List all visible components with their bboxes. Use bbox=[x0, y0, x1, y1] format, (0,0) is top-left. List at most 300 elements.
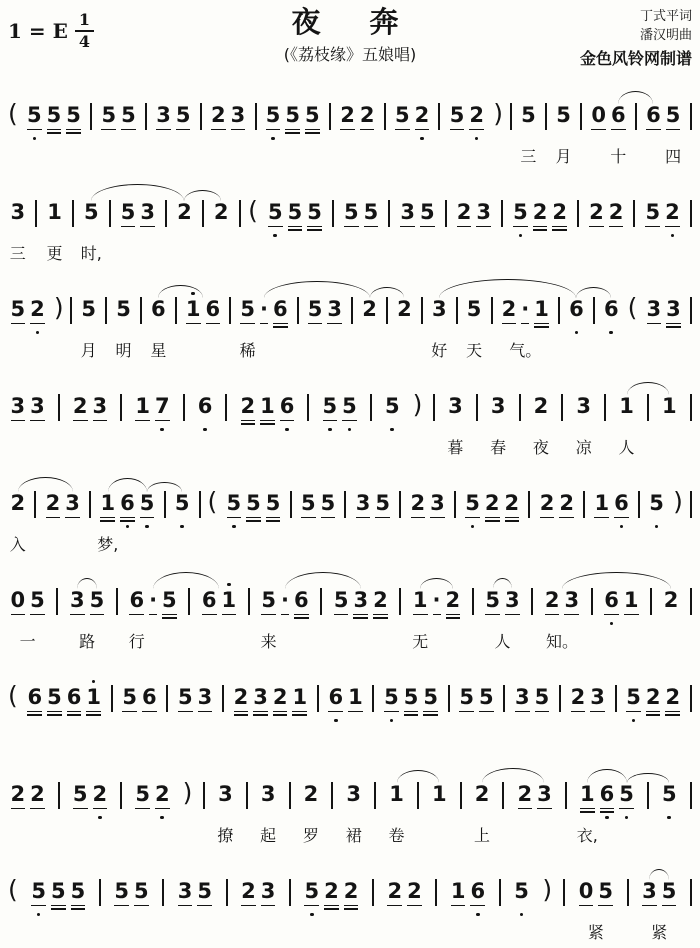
high-octave-dot-area bbox=[122, 678, 137, 685]
barline bbox=[289, 879, 291, 906]
low-octave-dot-area bbox=[360, 135, 375, 142]
high-octave-dot-area bbox=[513, 193, 528, 200]
lyric: 稀 bbox=[239, 341, 256, 360]
low-octave-dot-area bbox=[288, 232, 303, 239]
underlines bbox=[30, 612, 45, 620]
note-digit: 5 bbox=[197, 879, 212, 903]
high-octave-dot-area bbox=[11, 581, 26, 588]
low-octave-dot-area bbox=[86, 717, 101, 724]
high-octave-dot-area bbox=[266, 96, 281, 103]
note-digit: 5 bbox=[320, 491, 336, 515]
note bbox=[382, 387, 402, 433]
note bbox=[301, 775, 321, 821]
eighth-underline bbox=[476, 226, 491, 228]
octave-dot bbox=[520, 913, 524, 917]
underlines bbox=[266, 127, 281, 135]
note bbox=[265, 193, 285, 239]
high-octave-dot-area bbox=[47, 96, 62, 103]
lyric: 罗 bbox=[302, 826, 319, 845]
high-octave-dot-area bbox=[533, 193, 548, 200]
low-octave-dot-area bbox=[611, 135, 626, 142]
eighth-underline bbox=[27, 129, 42, 131]
barline bbox=[370, 394, 372, 421]
lyric: 行 bbox=[128, 632, 145, 651]
lyrics-row bbox=[8, 240, 692, 261]
barline bbox=[72, 200, 74, 227]
high-octave-dot-area bbox=[665, 678, 680, 685]
low-octave-dot-area bbox=[327, 329, 342, 336]
underlines bbox=[222, 612, 237, 620]
note-digit: 5 bbox=[265, 491, 281, 515]
note-digit: 5 bbox=[645, 200, 661, 224]
underlines bbox=[151, 321, 166, 329]
note bbox=[596, 872, 616, 918]
underlines bbox=[177, 224, 192, 232]
high-octave-dot-area bbox=[292, 678, 307, 685]
note-digit: 6 bbox=[599, 782, 615, 806]
eighth-underline bbox=[430, 517, 445, 519]
note-digit: 5 bbox=[50, 879, 66, 903]
low-octave-dot-area bbox=[273, 329, 288, 336]
underlines bbox=[619, 806, 634, 814]
note-digit: 1 bbox=[534, 297, 549, 321]
underlines bbox=[31, 903, 46, 911]
note-group bbox=[531, 387, 551, 433]
barline bbox=[58, 394, 60, 421]
underlines bbox=[360, 127, 375, 135]
low-octave-dot-area bbox=[662, 426, 677, 433]
lyric: 梦, bbox=[97, 535, 119, 554]
underlines bbox=[598, 903, 613, 911]
underlines bbox=[156, 127, 171, 135]
note-digit: 2 bbox=[10, 782, 26, 806]
eighth-underline bbox=[241, 905, 256, 907]
score-line bbox=[8, 175, 692, 261]
slur-arc bbox=[184, 190, 221, 201]
note bbox=[219, 581, 239, 627]
high-octave-dot-area bbox=[415, 96, 430, 103]
high-octave-dot-area bbox=[323, 387, 338, 394]
eighth-underline bbox=[260, 323, 268, 325]
low-octave-dot-area bbox=[515, 717, 530, 724]
note bbox=[457, 678, 477, 724]
note-digit: 5 bbox=[84, 200, 99, 224]
eighth-underline bbox=[580, 808, 595, 810]
eighth-underline bbox=[27, 711, 42, 713]
high-octave-dot-area bbox=[470, 872, 485, 879]
eighth-underline bbox=[552, 226, 567, 228]
low-octave-dot-area bbox=[642, 911, 657, 918]
low-octave-dot-area bbox=[534, 426, 549, 433]
barline bbox=[175, 297, 177, 324]
high-octave-dot-area bbox=[222, 581, 237, 588]
high-octave-dot-area bbox=[514, 872, 529, 879]
barline bbox=[372, 879, 374, 906]
eighth-underline bbox=[459, 711, 474, 713]
note-digit: 6 bbox=[272, 297, 288, 321]
barline bbox=[226, 879, 228, 906]
note bbox=[421, 678, 441, 724]
lyric: 好 bbox=[431, 341, 448, 360]
barline bbox=[372, 685, 374, 712]
barline bbox=[454, 491, 456, 518]
high-octave-dot-area bbox=[485, 484, 500, 491]
underlines bbox=[344, 903, 359, 911]
note-digit: 5 bbox=[466, 297, 482, 321]
low-octave-dot-area bbox=[134, 911, 149, 918]
eighth-underline bbox=[253, 711, 268, 713]
note-digit: 2 bbox=[233, 685, 249, 709]
note bbox=[405, 872, 425, 918]
low-octave-dot-area bbox=[389, 814, 404, 821]
eighth-underline bbox=[611, 129, 626, 131]
note bbox=[139, 678, 159, 724]
notes-row bbox=[8, 387, 692, 433]
underlines bbox=[27, 709, 42, 717]
eighth-underline bbox=[301, 517, 316, 519]
note-digit: 5 bbox=[174, 491, 190, 515]
note-digit: 6 bbox=[205, 297, 221, 321]
note-digit: 2 bbox=[407, 879, 422, 903]
sixteenth-underline bbox=[505, 520, 520, 522]
note-digit: 5 bbox=[300, 491, 316, 515]
note-digit: 3 bbox=[230, 103, 246, 127]
note bbox=[537, 484, 557, 530]
sixteenth-underline bbox=[246, 520, 261, 522]
note-group bbox=[512, 678, 551, 724]
underlines bbox=[485, 515, 500, 523]
eighth-underline bbox=[308, 323, 323, 325]
barline bbox=[650, 588, 652, 615]
lyric: 无 bbox=[412, 632, 429, 651]
eighth-underline bbox=[206, 323, 221, 325]
note-digit: 3 bbox=[490, 394, 506, 418]
note-group bbox=[568, 678, 607, 724]
note-digit: 2 bbox=[154, 782, 170, 806]
eighth-underline bbox=[665, 226, 680, 228]
eighth-underline bbox=[457, 226, 472, 228]
note-digit: 3 bbox=[514, 685, 530, 709]
barline bbox=[460, 782, 462, 809]
note-digit: 2 bbox=[359, 103, 375, 127]
note bbox=[238, 387, 258, 433]
sixteenth-underline bbox=[324, 908, 339, 910]
lyrics-row bbox=[8, 337, 692, 358]
slur-arc bbox=[397, 770, 440, 783]
note bbox=[664, 290, 684, 336]
high-octave-dot-area bbox=[411, 484, 426, 491]
note-group bbox=[265, 193, 324, 239]
sixteenth-underline bbox=[665, 714, 680, 716]
notes-row bbox=[8, 775, 692, 821]
high-octave-dot-area bbox=[11, 775, 26, 782]
low-octave-dot-area bbox=[227, 523, 242, 530]
underlines bbox=[571, 709, 586, 717]
underlines bbox=[67, 709, 82, 717]
low-octave-dot-area bbox=[328, 717, 343, 724]
note bbox=[428, 484, 448, 530]
low-octave-dot-area bbox=[580, 814, 595, 821]
low-octave-dot-area bbox=[467, 329, 482, 336]
high-octave-dot-area bbox=[30, 775, 45, 782]
underlines bbox=[353, 612, 368, 620]
low-octave-dot-area bbox=[156, 135, 171, 142]
eighth-underline bbox=[134, 905, 149, 907]
note-digit: 5 bbox=[307, 297, 323, 321]
high-octave-dot-area bbox=[344, 193, 359, 200]
note bbox=[64, 678, 84, 724]
underlines bbox=[645, 224, 660, 232]
low-octave-dot-area bbox=[218, 814, 233, 821]
note-digit: 5 bbox=[307, 200, 322, 224]
note-digit: 2 bbox=[559, 491, 574, 515]
note bbox=[127, 581, 147, 627]
barline bbox=[203, 782, 205, 809]
note-digit: 3 bbox=[327, 297, 343, 321]
note bbox=[64, 96, 84, 142]
eighth-underline bbox=[534, 323, 549, 325]
note bbox=[238, 290, 258, 336]
lyric: 三 bbox=[520, 147, 537, 166]
low-octave-dot-area bbox=[591, 135, 606, 142]
high-octave-dot-area bbox=[241, 387, 256, 394]
lyrics-row bbox=[8, 531, 692, 552]
note-digit: 3 bbox=[642, 879, 657, 903]
note-digit: 3 bbox=[666, 297, 681, 321]
low-octave-dot-area bbox=[304, 911, 319, 918]
underlines bbox=[307, 224, 322, 232]
underlines bbox=[479, 709, 494, 717]
barline bbox=[690, 103, 692, 130]
note-digit: 5 bbox=[175, 103, 191, 127]
note bbox=[70, 775, 90, 821]
high-octave-dot-area bbox=[27, 96, 42, 103]
note-group bbox=[239, 872, 278, 918]
sixteenth-underline bbox=[307, 229, 322, 231]
note-digit: 5 bbox=[285, 103, 301, 127]
note-group bbox=[231, 678, 310, 724]
octave-dot bbox=[285, 428, 289, 432]
barline bbox=[89, 491, 91, 518]
octave-dot bbox=[390, 428, 394, 432]
low-octave-dot-area bbox=[214, 232, 229, 239]
note-group bbox=[382, 678, 441, 724]
note-group bbox=[446, 387, 466, 433]
underlines bbox=[327, 321, 342, 329]
note-digit: 6 bbox=[328, 685, 344, 709]
eighth-underline bbox=[609, 226, 624, 228]
score-line bbox=[8, 369, 692, 455]
notes-row bbox=[8, 581, 692, 627]
barline bbox=[510, 103, 512, 130]
high-octave-dot-area bbox=[134, 872, 149, 879]
note bbox=[643, 678, 663, 724]
barline bbox=[491, 297, 493, 324]
slur-arc bbox=[618, 91, 653, 104]
lyric: 来 bbox=[260, 632, 277, 651]
underlines bbox=[432, 806, 447, 814]
note bbox=[48, 872, 68, 918]
meter-numerator: 1 bbox=[75, 12, 94, 32]
low-octave-dot-area bbox=[241, 426, 256, 433]
barline bbox=[456, 297, 458, 324]
note bbox=[326, 678, 346, 724]
note-digit: 2 bbox=[45, 491, 61, 515]
eighth-underline bbox=[594, 517, 609, 519]
low-octave-dot-area bbox=[521, 329, 529, 336]
lyric: 知。 bbox=[545, 632, 578, 651]
high-octave-dot-area bbox=[342, 387, 357, 394]
barline bbox=[332, 200, 334, 227]
high-octave-dot-area bbox=[450, 96, 465, 103]
notes-row bbox=[8, 290, 692, 336]
low-octave-dot-area bbox=[261, 620, 276, 627]
note-digit: 1 bbox=[661, 394, 677, 418]
note bbox=[90, 775, 110, 821]
high-octave-dot-area bbox=[324, 872, 339, 879]
slur-arc bbox=[153, 572, 219, 589]
low-octave-dot-area bbox=[609, 232, 624, 239]
note-digit: 5 bbox=[81, 297, 96, 321]
note-digit: 5 bbox=[521, 103, 536, 127]
eighth-underline bbox=[67, 711, 82, 713]
barline bbox=[35, 200, 37, 227]
underlines bbox=[140, 515, 155, 523]
lyric: 三 bbox=[9, 244, 26, 263]
barline bbox=[248, 588, 250, 615]
high-octave-dot-area bbox=[579, 872, 594, 879]
note-group bbox=[643, 193, 682, 239]
note-digit: 6 bbox=[614, 491, 629, 515]
high-octave-dot-area bbox=[218, 775, 233, 782]
eighth-underline bbox=[155, 420, 170, 422]
note bbox=[290, 678, 310, 724]
note-digit: 2 bbox=[241, 879, 256, 903]
note bbox=[467, 96, 487, 142]
note-digit: 5 bbox=[305, 103, 320, 127]
note bbox=[417, 193, 437, 239]
barline bbox=[591, 588, 593, 615]
underlines bbox=[140, 224, 155, 232]
barline bbox=[421, 297, 423, 324]
eighth-underline bbox=[241, 420, 256, 422]
low-octave-dot-area bbox=[420, 232, 435, 239]
barline bbox=[577, 200, 579, 227]
eighth-underline bbox=[446, 614, 461, 616]
eighth-underline bbox=[600, 808, 615, 810]
low-octave-dot-area bbox=[534, 329, 549, 336]
low-octave-dot-area bbox=[100, 523, 115, 530]
eighth-underline bbox=[614, 517, 629, 519]
note bbox=[195, 872, 215, 918]
sixteenth-underline bbox=[47, 714, 62, 716]
eighth-underline bbox=[479, 711, 494, 713]
barline bbox=[165, 200, 167, 227]
underlines bbox=[451, 903, 466, 911]
eighth-underline bbox=[280, 420, 295, 422]
note bbox=[371, 581, 391, 627]
low-octave-dot-area bbox=[292, 717, 307, 724]
barline bbox=[289, 782, 291, 809]
high-octave-dot-area bbox=[348, 678, 363, 685]
close-paren: ) bbox=[182, 778, 193, 807]
eighth-underline bbox=[176, 129, 191, 131]
low-octave-dot-area bbox=[645, 232, 660, 239]
underlines bbox=[334, 612, 349, 620]
lyric: 撩 bbox=[217, 826, 234, 845]
underlines bbox=[344, 224, 359, 232]
low-octave-dot-area bbox=[373, 620, 388, 627]
low-octave-dot-area bbox=[397, 329, 412, 336]
barline bbox=[647, 782, 649, 809]
note bbox=[68, 872, 88, 918]
eighth-underline bbox=[186, 323, 201, 325]
note bbox=[338, 96, 358, 142]
note-digit: 5 bbox=[403, 685, 419, 709]
note-digit: 3 bbox=[140, 200, 155, 224]
barline bbox=[690, 491, 692, 518]
underlines bbox=[364, 224, 379, 232]
underlines bbox=[266, 515, 281, 523]
note bbox=[25, 678, 45, 724]
note-digit: 1 bbox=[619, 394, 634, 418]
eighth-underline bbox=[505, 614, 520, 616]
header bbox=[8, 6, 692, 78]
note-group bbox=[344, 775, 364, 821]
eighth-underline bbox=[559, 517, 574, 519]
eighth-underline bbox=[356, 517, 371, 519]
high-octave-dot-area bbox=[609, 193, 624, 200]
underlines bbox=[459, 709, 474, 717]
barline bbox=[593, 297, 595, 324]
note-group bbox=[195, 387, 215, 433]
underlines bbox=[73, 418, 88, 426]
note-digit: 3 bbox=[353, 588, 369, 612]
underlines bbox=[649, 515, 664, 523]
high-octave-dot-area bbox=[304, 775, 319, 782]
note-group bbox=[8, 290, 47, 336]
note-group bbox=[454, 193, 493, 239]
low-octave-dot-area bbox=[571, 717, 586, 724]
high-octave-dot-area bbox=[552, 193, 567, 200]
underlines bbox=[465, 515, 480, 523]
underlines bbox=[545, 612, 560, 620]
eighth-underline bbox=[197, 905, 212, 907]
high-octave-dot-area bbox=[273, 678, 288, 685]
low-octave-dot-area bbox=[266, 523, 281, 530]
barline bbox=[229, 297, 231, 324]
underlines bbox=[273, 321, 288, 329]
low-octave-dot-area bbox=[211, 135, 226, 142]
low-octave-dot-area bbox=[513, 232, 528, 239]
low-octave-dot-area bbox=[564, 620, 579, 627]
note-group bbox=[70, 775, 109, 821]
eighth-underline bbox=[373, 614, 388, 616]
eighth-underline bbox=[564, 614, 579, 616]
note bbox=[447, 96, 467, 142]
barline bbox=[384, 103, 386, 130]
eighth-underline bbox=[515, 711, 530, 713]
note-digit: 6 bbox=[129, 588, 145, 612]
underlines bbox=[594, 515, 609, 523]
low-octave-dot-area bbox=[457, 232, 472, 239]
eighth-underline bbox=[120, 517, 135, 519]
barline bbox=[351, 297, 353, 324]
eighth-underline bbox=[155, 808, 170, 810]
note-digit: 5 bbox=[246, 491, 261, 515]
eighth-underline bbox=[101, 129, 116, 131]
note bbox=[8, 193, 28, 239]
